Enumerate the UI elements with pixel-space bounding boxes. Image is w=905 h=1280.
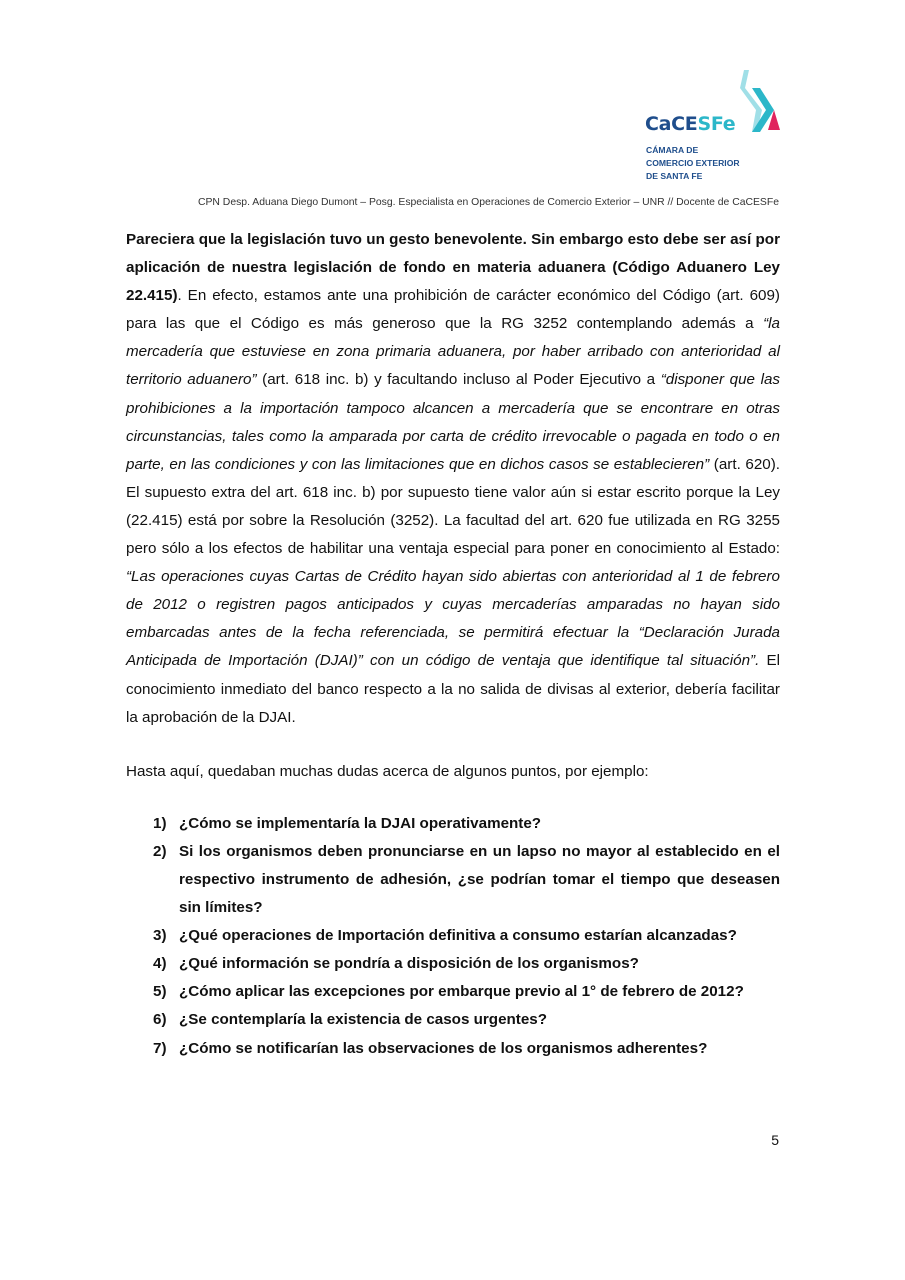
logo-subtitle (646, 144, 740, 183)
author-header: CPN Desp. Aduana Diego Dumont – Posg. Especialista en Operaciones de Comercio Exterior – UNR // Docente de CaCESFe (197, 197, 779, 208)
list-item-text: ¿Se contemplaría la existencia de casos urgentes? (179, 1011, 548, 1029)
list-item (126, 810, 780, 838)
paragraph-segment: Pareciera que la legislación tuvo un gesto benevolente. Sin embargo esto debe ser así por aplicación de nuestra legislación de fondo en materia aduanera (Código Aduanero Ley 22.415) (126, 231, 780, 305)
list-item-number: 2) (153, 842, 167, 860)
list-item-text: ¿Cómo se implementaría la DJAI operativamente? (179, 814, 542, 832)
paragraph-segment: . En efecto, estamos ante una prohibición de carácter económico del Código (art. 609) para las que el Código es más generoso que la RG 3252 contemplando además a (126, 287, 780, 333)
list-item (126, 922, 780, 950)
list-item (126, 838, 780, 922)
paragraph-main (126, 226, 780, 732)
paragraph-intro: Hasta aquí, quedaban muchas dudas acerca de algunos puntos, por ejemplo: (126, 762, 649, 780)
logo-subtitle-line: COMERCIO EXTERIOR (646, 158, 740, 168)
list-item-text: ¿Cómo se notificarían las observaciones de los organismos adherentes? (179, 1039, 708, 1057)
logo-name-part1: CaCE (645, 113, 698, 135)
paragraph-segment: “la mercadería que estuviese en zona primaria aduanera, por haber arribado con anterioridad al territorio aduanero” (126, 315, 780, 389)
page-number: 5 (771, 1132, 779, 1148)
logo-subtitle-line: DE SANTA FE (646, 171, 703, 181)
list-item-number: 3) (153, 927, 167, 945)
list-item-number: 4) (153, 955, 167, 973)
document-body (126, 226, 780, 1063)
paragraph-segment: “disponer que las prohibiciones a la importación tampoco alcancen a mercadería que se encontrare en otras circunstancias, tales como la amparada por carta de crédito irrevocable o pagada en todo o en parte, en las condiciones y con las limitaciones que en dichos casos se establecieren” (126, 371, 780, 473)
paragraph-segment: (art. 620). El supuesto extra del art. 618 inc. b) por supuesto tiene valor aún si estar escrito porque la Ley (22.415) está por sobre la Resolución (3252). La facultad del art. 620 fue utilizada en RG 3255 pero sólo a los efectos de habilitar una ventaja especial para poner en conocimiento al Estado: (126, 455, 780, 558)
logo-subtitle-line: CÁMARA DE (646, 145, 699, 155)
list-item (126, 1006, 780, 1034)
questions-list (126, 810, 780, 1063)
list-item-number: 6) (153, 1011, 167, 1029)
logo-name-part2: SFe (697, 113, 736, 135)
list-item (126, 978, 780, 1006)
cacesfe-logo (645, 68, 785, 186)
logo-wordmark (645, 113, 735, 135)
list-item-text: ¿Qué información se pondría a disposición de los organismos? (179, 955, 639, 973)
paragraph-segment: “Las operaciones cuyas Cartas de Crédito hayan sido abiertas con anterioridad al 1 de febrero de 2012 o registren pagos anticipados y cuyas mercaderías amparadas no hayan sido embarcadas antes de la fecha referenciada, se permitirá efectuar la “Declaración Jurada Anticipada de Importación (DJAI)” con un código de ventaja que identifique tal situación”. (126, 568, 780, 670)
list-item-text: ¿Qué operaciones de Importación definitiva a consumo estarían alcanzadas? (179, 927, 737, 945)
list-item-text: Si los organismos deben pronunciarse en un lapso no mayor al establecido en el respectivo instrumento de adhesión, ¿se podrían tomar el tiempo que deseasen sin límites? (179, 842, 780, 917)
list-item-number: 7) (153, 1039, 167, 1057)
chevron-logo-icon (738, 68, 782, 134)
list-item-text: ¿Cómo aplicar las excepciones por embarque previo al 1° de febrero de 2012? (179, 983, 744, 1001)
list-item-number: 5) (153, 983, 167, 1001)
list-item (126, 1035, 780, 1063)
paragraph-segment: El conocimiento inmediato del banco respecto a la no salida de divisas al exterior, debería facilitar la aprobación de la DJAI. (126, 652, 780, 726)
list-item-number: 1) (153, 814, 167, 832)
list-item (126, 950, 780, 978)
paragraph-segment: (art. 618 inc. b) y facultando incluso al Poder Ejecutivo a (256, 371, 661, 389)
